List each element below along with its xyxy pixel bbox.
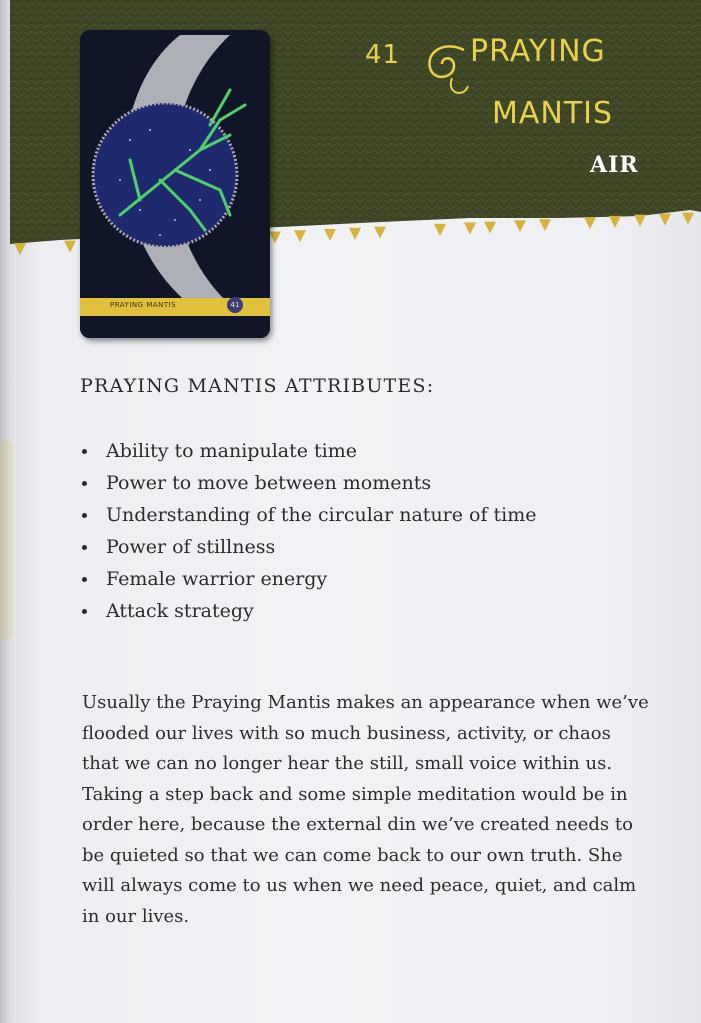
card-number-badge: 41: [227, 297, 243, 313]
list-item: [80, 438, 537, 470]
list-item-text: Power of stillness: [106, 536, 276, 558]
bullet-icon: [82, 577, 87, 582]
list-item-text: Attack strategy: [106, 600, 254, 622]
page-title-line2: MANTIS: [492, 96, 614, 131]
bullet-icon: [82, 545, 87, 550]
fringe-ornament: [464, 223, 476, 235]
fringe-ornament: [484, 222, 496, 234]
attributes-list: [80, 438, 537, 630]
card-footer-label: PRAYING MANTIS: [110, 301, 177, 309]
fringe-ornament: [269, 231, 281, 243]
list-item-text: Understanding of the circular nature of time: [106, 504, 537, 526]
list-item: [80, 598, 537, 630]
fringe-ornament: [349, 228, 361, 240]
fringe-ornament: [659, 214, 671, 226]
card-artwork: [80, 30, 270, 338]
fringe-ornament: [374, 227, 386, 239]
fringe-ornament: [584, 217, 596, 229]
list-item-text: Power to move between moments: [106, 472, 432, 494]
oracle-card: [80, 30, 270, 338]
fringe-ornament: [539, 219, 551, 231]
bullet-icon: [82, 609, 87, 614]
list-item-text: Ability to manipulate time: [106, 440, 357, 462]
bullet-icon: [82, 513, 87, 518]
page-title-line1: PRAYING: [470, 34, 606, 69]
list-item: [80, 566, 537, 598]
list-item: [80, 534, 537, 566]
fringe-ornament: [64, 241, 76, 253]
list-item: [80, 470, 537, 502]
fringe-ornament: [634, 215, 646, 227]
bullet-icon: [82, 481, 87, 486]
bullet-icon: [82, 449, 87, 454]
card-number: 41: [365, 40, 401, 70]
fringe-ornament: [324, 229, 336, 241]
page-edge-shadow: [0, 440, 14, 640]
fringe-ornament: [294, 230, 306, 242]
swirl-ornament-icon: [424, 38, 472, 98]
attributes-heading: PRAYING MANTIS ATTRIBUTES:: [80, 375, 435, 397]
description-paragraph: Usually the Praying Mantis makes an appearance when we’ve flooded our lives with so much business, activity, or chaos that we can no longer hear the still, small voice within us. Taking a step back and some simple meditation would be in order here, because the external din we’ve created needs to be quieted so that we can come back to our own truth. She will always come to us when we need peace, quiet, and calm in our lives.: [82, 692, 649, 927]
fringe-ornament: [514, 220, 526, 232]
list-item: [80, 502, 537, 534]
list-item-text: Female warrior energy: [106, 568, 328, 590]
fringe-ornament: [682, 213, 694, 225]
fringe-ornament: [434, 224, 446, 236]
fringe-ornament: [14, 243, 26, 255]
fringe-ornament: [609, 216, 621, 228]
element-label: AIR: [590, 152, 639, 178]
